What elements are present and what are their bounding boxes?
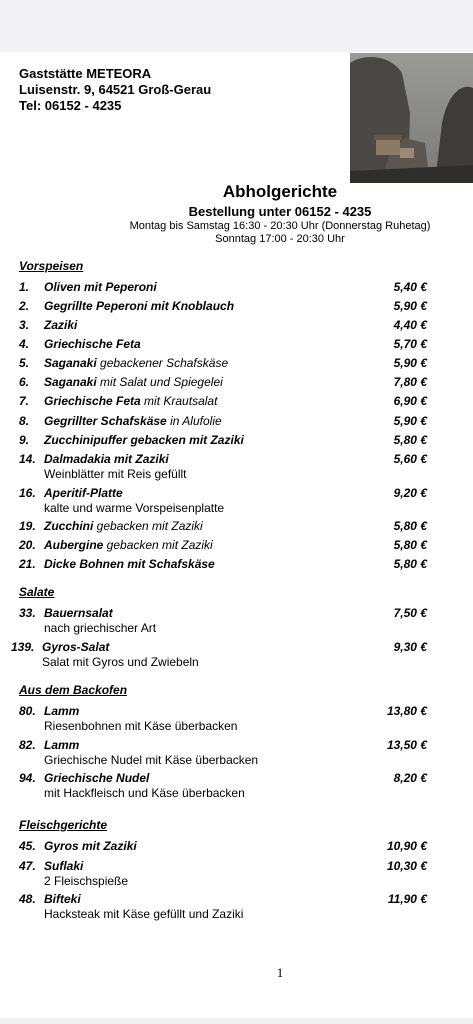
item-number: 33. — [19, 606, 36, 620]
item-price: 5,90 € — [393, 299, 427, 313]
item-description: Griechische Nudel mit Käse überbacken — [44, 753, 259, 767]
item-number: 8. — [19, 414, 30, 428]
item-number: 47. — [19, 859, 36, 873]
item-title: Saganaki — [44, 356, 97, 370]
item-name — [44, 538, 213, 552]
restaurant-name: Gaststätte METEORA — [19, 66, 152, 81]
item-price: 5,80 € — [393, 538, 427, 552]
item-number: 48. — [19, 892, 36, 906]
item-name — [44, 859, 83, 873]
item-name — [44, 414, 222, 428]
meteora-photo — [350, 53, 473, 183]
item-price: 5,80 € — [393, 519, 427, 533]
item-number: 3. — [19, 318, 30, 332]
item-price: 5,40 € — [393, 280, 427, 294]
item-name — [44, 486, 123, 500]
item-price: 7,80 € — [393, 375, 427, 389]
page-number: 1 — [276, 965, 284, 980]
item-price: 9,30 € — [393, 640, 427, 654]
item-name — [44, 771, 149, 785]
item-number: 4. — [19, 337, 30, 351]
item-title: Aubergine — [44, 538, 104, 552]
item-number: 94. — [19, 771, 36, 785]
item-number: 6. — [19, 375, 30, 389]
item-title: Lamm — [44, 738, 80, 752]
item-title: Dalmadakia mit Zaziki — [44, 452, 169, 466]
item-price: 5,80 € — [393, 557, 427, 571]
item-name — [44, 839, 137, 853]
item-extra: gebackener Schafskäse — [96, 356, 229, 370]
item-name — [44, 519, 203, 533]
item-price: 5,70 € — [393, 337, 427, 351]
item-description: Weinblätter mit Reis gefüllt — [44, 467, 187, 481]
item-description: Salat mit Gyros und Zwiebeln — [42, 655, 199, 669]
item-name — [44, 318, 77, 332]
item-title: Bifteki — [44, 892, 81, 906]
item-title: Zucchinipuffer gebacken mit Zaziki — [44, 433, 244, 447]
section-title-salate: Salate — [19, 585, 55, 599]
page-title: Abholgerichte — [222, 182, 338, 201]
item-price: 13,80 € — [386, 704, 427, 718]
item-title: Oliven mit Peperoni — [44, 280, 157, 294]
item-number: 82. — [19, 738, 36, 752]
item-number: 5. — [19, 356, 30, 370]
item-title: Gyros-Salat — [42, 640, 110, 654]
item-price: 5,60 € — [393, 452, 427, 466]
item-extra: gebacken mit Zaziki — [93, 519, 203, 533]
hours-weekday: Montag bis Samstag 16:30 - 20:30 Uhr (Donnerstag Ruhetag) — [129, 220, 431, 232]
item-title: Bauernsalat — [44, 606, 113, 620]
item-number: 21. — [19, 557, 36, 571]
item-name — [44, 452, 169, 466]
item-number: 45. — [19, 839, 36, 853]
viewer-top-bar — [0, 0, 473, 52]
item-number: 1. — [19, 280, 30, 294]
item-price: 9,20 € — [393, 486, 427, 500]
item-number: 2. — [19, 299, 30, 313]
item-title: Griechische Feta — [44, 337, 141, 351]
item-name — [44, 375, 223, 389]
item-title: Aperitif-Platte — [44, 486, 123, 500]
item-price: 13,50 € — [386, 738, 427, 752]
item-description: kalte und warme Vorspeisenplatte — [44, 501, 225, 515]
item-number: 9. — [19, 433, 30, 447]
item-title: Saganaki — [44, 375, 97, 389]
item-title: Gyros mit Zaziki — [44, 839, 137, 853]
item-title: Suflaki — [44, 859, 84, 873]
item-name — [44, 704, 79, 718]
section-title-backofen: Aus dem Backofen — [19, 683, 128, 697]
item-description: mit Hackfleisch und Käse überbacken — [44, 786, 245, 800]
item-name — [44, 433, 244, 447]
item-description: nach griechischer Art — [44, 621, 157, 635]
item-price: 11,90 € — [387, 892, 427, 906]
item-price: 5,90 € — [393, 414, 427, 428]
item-name — [44, 299, 234, 313]
item-number: 14. — [19, 452, 36, 466]
restaurant-address: Luisenstr. 9, 64521 Groß-Gerau — [19, 82, 212, 97]
section-title-fleisch: Fleischgerichte — [19, 818, 108, 832]
item-description: Riesenbohnen mit Käse überbacken — [44, 719, 238, 733]
item-price: 4,40 € — [393, 318, 427, 332]
item-name — [44, 356, 228, 370]
item-number: 80. — [19, 704, 36, 718]
item-price: 8,20 € — [393, 771, 427, 785]
item-extra: mit Salat und Spiegelei — [96, 375, 223, 389]
item-price: 5,90 € — [393, 356, 427, 370]
item-name — [44, 337, 141, 351]
item-extra: mit Krautsalat — [140, 394, 218, 408]
item-name — [44, 892, 81, 906]
item-price: 10,90 € — [386, 839, 427, 853]
item-name — [42, 640, 109, 654]
viewer-bottom-bar — [0, 1018, 473, 1024]
item-title: Gegrillter Schafskäse — [44, 414, 167, 428]
item-price: 10,30 € — [386, 859, 427, 873]
item-number: 7. — [19, 394, 30, 408]
item-price: 5,80 € — [393, 433, 427, 447]
item-name — [44, 738, 79, 752]
order-line: Bestellung unter 06152 - 4235 — [188, 204, 372, 219]
item-name — [44, 394, 217, 408]
item-number: 16. — [19, 486, 36, 500]
item-number: 19. — [19, 519, 36, 533]
item-title: Griechische Feta — [44, 394, 141, 408]
item-price: 6,90 € — [393, 394, 427, 408]
item-extra: gebacken mit Zaziki — [103, 538, 213, 552]
item-title: Lamm — [44, 704, 80, 718]
item-title: Dicke Bohnen mit Schafskäse — [44, 557, 215, 571]
item-name — [44, 280, 157, 294]
restaurant-info — [19, 66, 211, 114]
item-description: Hacksteak mit Käse gefüllt und Zaziki — [44, 907, 244, 921]
item-title: Zaziki — [44, 318, 78, 332]
item-number: 139. — [11, 640, 35, 654]
item-description: 2 Fleischspieße — [44, 874, 129, 888]
item-price: 7,50 € — [393, 606, 427, 620]
hours-sunday: Sonntag 17:00 - 20:30 Uhr — [215, 233, 345, 245]
restaurant-phone: Tel: 06152 - 4235 — [19, 98, 122, 113]
item-extra: in Alufolie — [166, 414, 222, 428]
item-title: Griechische Nudel — [44, 771, 150, 785]
item-name — [44, 606, 113, 620]
section-title-vorspeisen: Vorspeisen — [19, 259, 84, 273]
item-name — [44, 557, 215, 571]
item-title: Gegrillte Peperoni mit Knoblauch — [44, 299, 235, 313]
item-title: Zucchini — [44, 519, 94, 533]
item-number: 20. — [19, 538, 36, 552]
